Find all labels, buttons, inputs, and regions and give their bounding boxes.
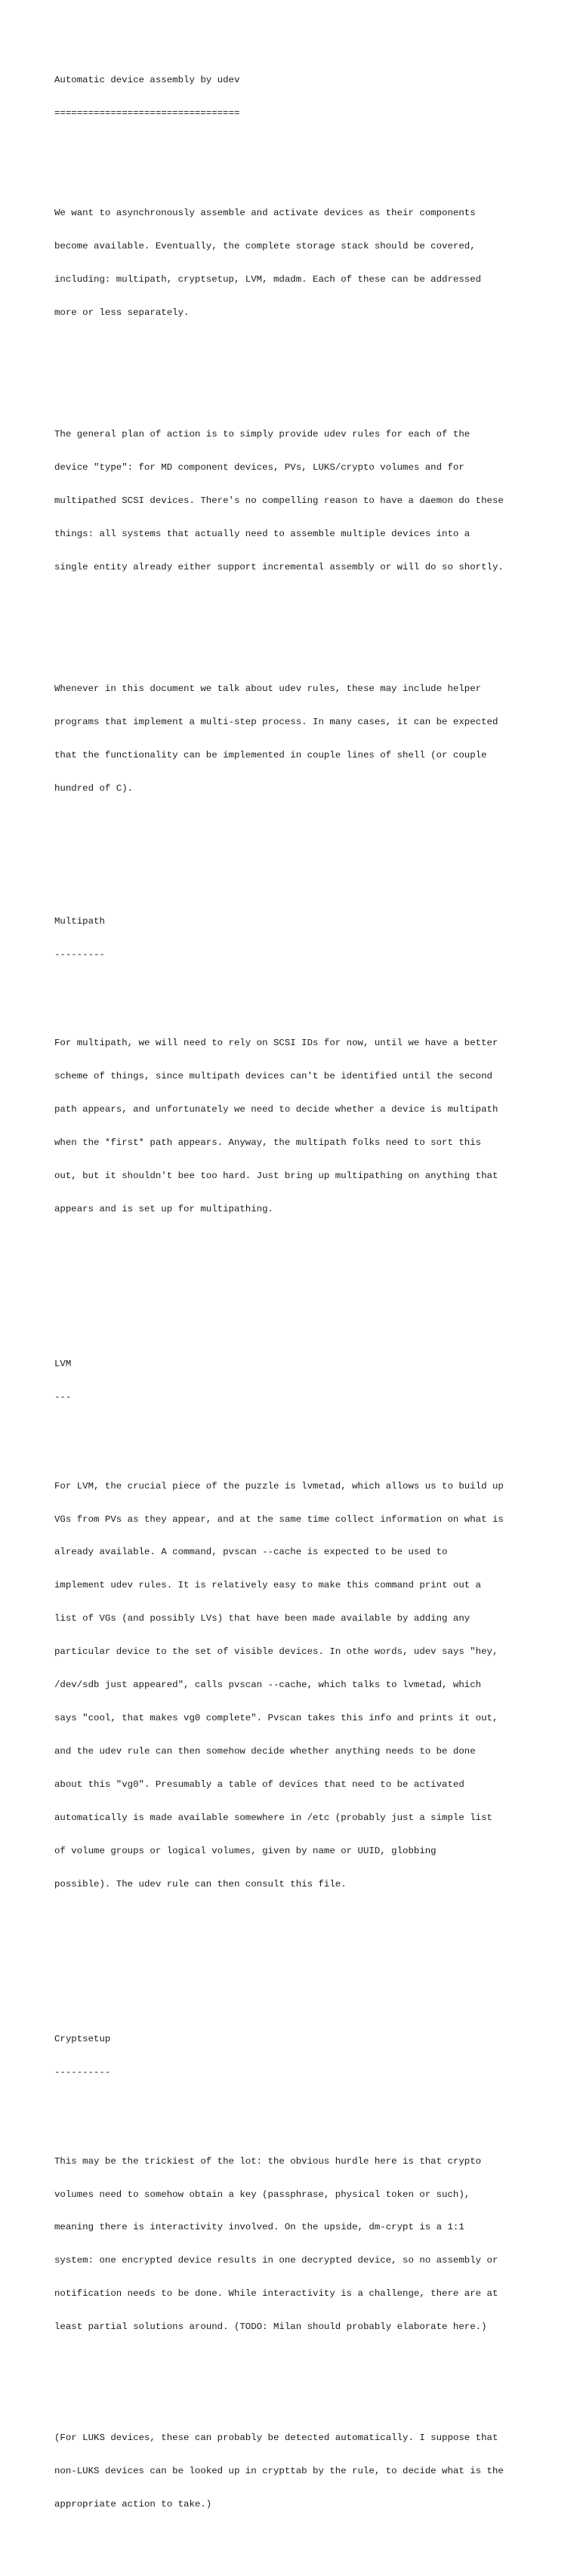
blank-line [54, 362, 538, 374]
blank-line [54, 617, 538, 628]
text-line: when the *first* path appears. Anyway, the multipath folks need to sort this [54, 1137, 482, 1149]
text-line: hundred of C). [54, 783, 134, 794]
blank-line [54, 1282, 538, 1293]
text-line: particular device to the set of visible devices. In othe words, udev says "hey, [54, 1646, 498, 1658]
text-line: multipathed SCSI devices. There's no compelling reason to have a daemon do these [54, 495, 504, 507]
text-line: implement udev rules. It is relatively easy to make this command print out a [54, 1580, 482, 1591]
text-line: meaning there is interactivity involved. On the upside, dm-crypt is a 1:1 [54, 2222, 464, 2233]
blank-line [54, 983, 538, 994]
text-line: out, but it shouldn't bee too hard. Just bring up multipathing on anything that [54, 1171, 498, 1182]
blank-line [54, 2377, 538, 2389]
section-heading-underline: --- [54, 1392, 72, 1403]
text-line: automatically is made available somewhere in /etc (probably just a simple list [54, 1812, 492, 1824]
document-title: Automatic device assembly by udev [54, 75, 240, 86]
text-line: that the functionality can be implemented in couple lines of shell (or couple [54, 750, 487, 761]
text-line: /dev/sdb just appeared", calls pvscan --cache, which talks to lvmetad, which [54, 1680, 482, 1691]
section-heading: Cryptsetup [54, 2034, 111, 2045]
text-line: including: multipath, cryptsetup, LVM, mdadm. Each of these can be addressed [54, 274, 482, 285]
section-heading: LVM [54, 1359, 72, 1370]
section-paragraph [54, 2133, 538, 2355]
text-line: programs that implement a multi-step process. In many cases, it can be expected [54, 717, 498, 728]
text-line: For multipath, we will need to rely on SCSI IDs for now, until we have a better [54, 1038, 498, 1049]
text-line: device "type": for MD component devices, PVs, LUKS/crypto volumes and for [54, 462, 464, 474]
section-paragraph [54, 1016, 538, 1237]
text-line: non-LUKS devices can be looked up in crypttab by the rule, to decide what is the [54, 2465, 504, 2476]
text-line: volumes need to somehow obtain a key (passphrase, physical token or such), [54, 2189, 470, 2200]
text-line: For LVM, the crucial piece of the puzzle is lvmetad, which allows us to build up [54, 1480, 504, 1492]
text-line: least partial solutions around. (TODO: Milan should probably elaborate here.) [54, 2321, 487, 2333]
document-text [54, 53, 538, 2576]
text-line: of volume groups or logical volumes, given by name or UUID, globbing [54, 1846, 437, 1857]
text-line: things: all systems that actually need to assemble multiple devices into a [54, 529, 470, 540]
text-line: about this "vg0". Presumably a table of devices that need to be activated [54, 1779, 464, 1791]
section-heading-underline: ---------- [54, 2067, 111, 2078]
intro-paragraph [54, 186, 538, 341]
text-line: single entity already either support incremental assembly or will do so shortly. [54, 562, 504, 573]
section-paragraph [54, 1458, 538, 1912]
text-line: possible). The udev rule can then consult this file. [54, 1879, 347, 1890]
plan-paragraph [54, 407, 538, 595]
text-line: scheme of things, since multipath devices can't be identified until the second [54, 1071, 492, 1082]
text-line: VGs from PVs as they appear, and at the same time collect information on what is [54, 1513, 504, 1525]
text-line: appears and is set up for multipathing. [54, 1204, 273, 1215]
text-line: This may be the trickiest of the lot: the obvious hurdle here is that crypto [54, 2155, 482, 2167]
text-line: notification needs to be done. While interactivity is a challenge, there are at [54, 2288, 498, 2300]
text-line: says "cool, that makes vg0 complete". Pvscan takes this info and prints it out, [54, 1713, 498, 1724]
text-line: and the udev rule can then somehow decide whether anything needs to be done [54, 1746, 476, 1757]
text-line: list of VGs (and possibly LVs) that have been made available by adding any [54, 1613, 470, 1624]
text-line: (For LUKS devices, these can probably be detected automatically. I suppose that [54, 2432, 498, 2443]
text-line: Whenever in this document we talk about udev rules, these may include helper [54, 683, 482, 695]
text-line: become available. Eventually, the complete storage stack should be covered, [54, 241, 476, 252]
text-line: path appears, and unfortunately we need to decide whether a device is multipath [54, 1104, 498, 1115]
section-lvm [54, 1337, 538, 1934]
text-line: appropriate action to take.) [54, 2498, 212, 2510]
section-multipath [54, 894, 538, 1260]
blank-line [54, 1425, 538, 1436]
blank-line [54, 141, 538, 153]
blank-line [54, 2100, 538, 2112]
text-line: The general plan of action is to simply provide udev rules for each of the [54, 429, 470, 440]
section-heading-underline: --------- [54, 949, 105, 961]
section-heading: Multipath [54, 916, 105, 927]
blank-line [54, 1957, 538, 1968]
document-title-underline: ================================= [54, 108, 240, 119]
rules-paragraph [54, 662, 538, 816]
section-paragraph [54, 2411, 538, 2532]
text-line: more or less separately. [54, 307, 190, 319]
text-line: We want to asynchronously assemble and activate devices as their components [54, 208, 476, 219]
blank-line [54, 839, 538, 850]
section-cryptsetup [54, 2012, 538, 2554]
text-line: already available. A command, pvscan --cache is expected to be used to [54, 1547, 448, 1558]
text-line: system: one encrypted device results in one decrypted device, so no assembly or [54, 2255, 498, 2266]
